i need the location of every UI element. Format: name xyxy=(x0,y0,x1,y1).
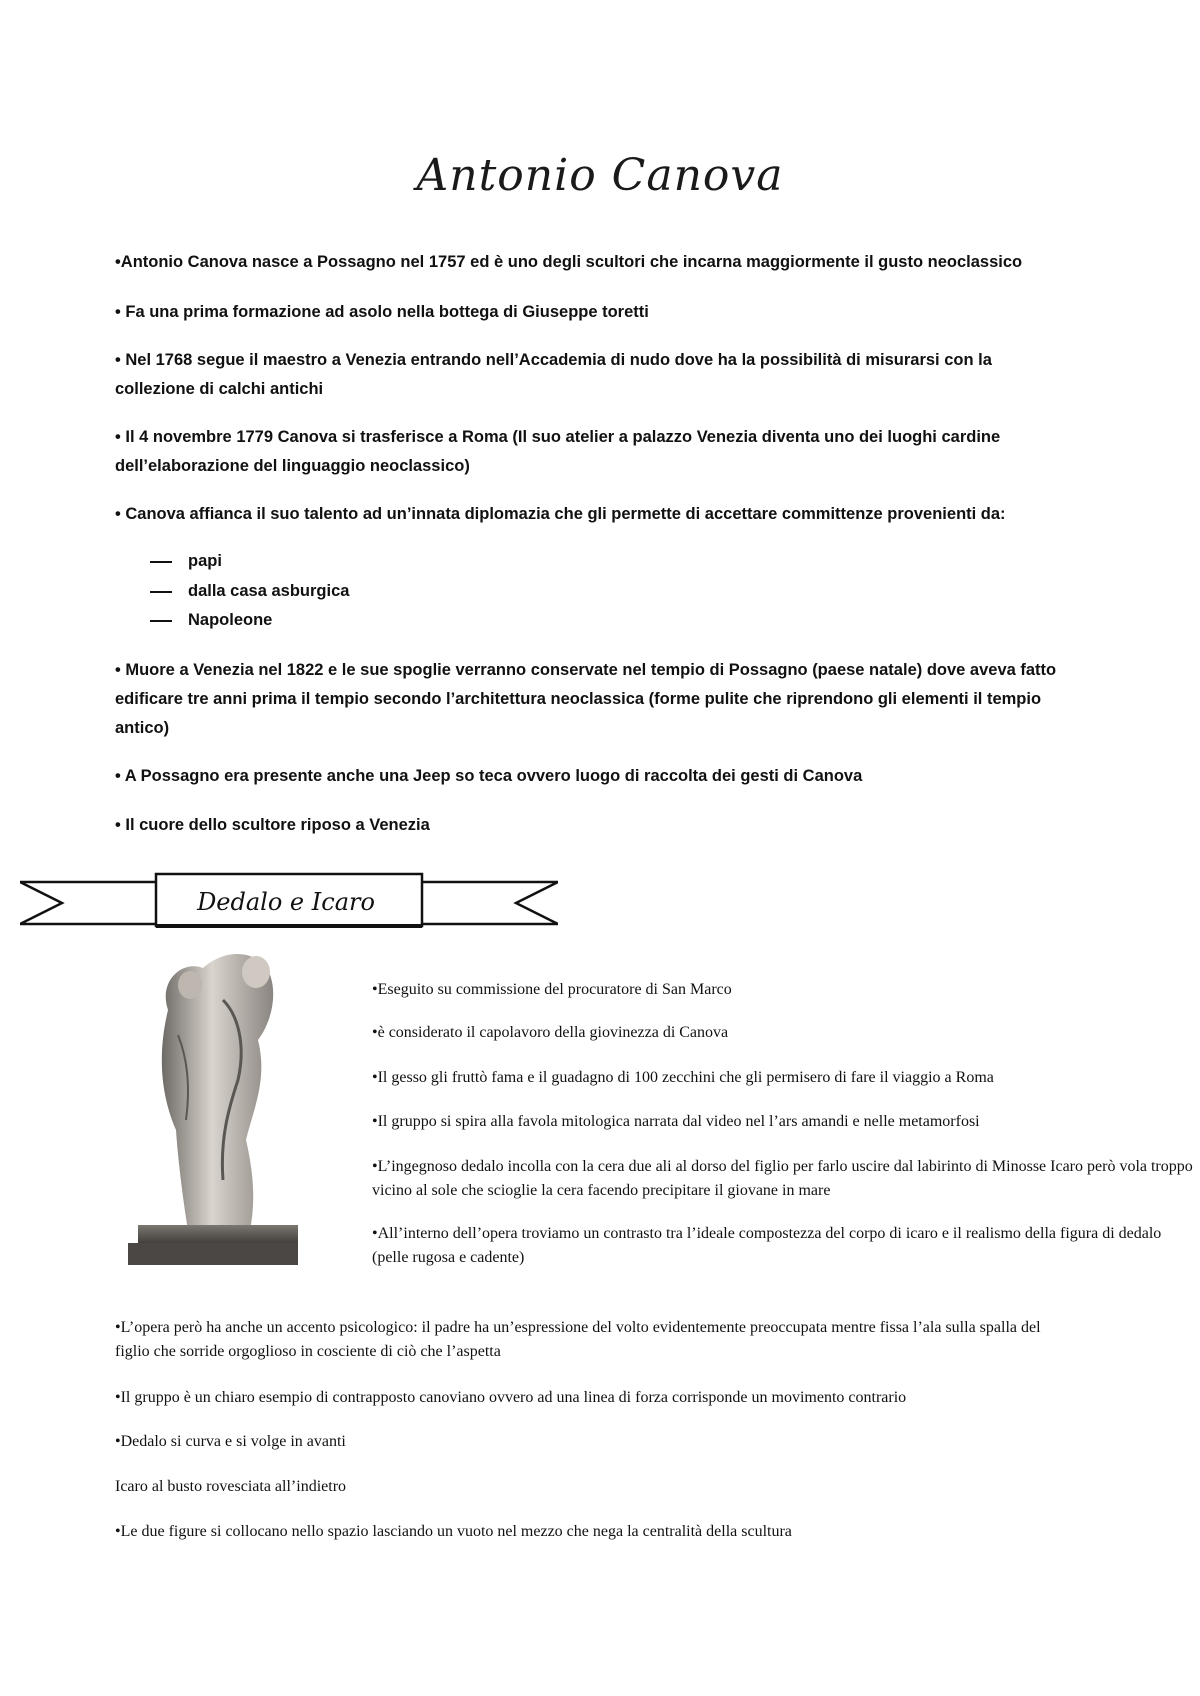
intro-point-5: • Canova affianca il suo talento ad un’innata diplomazia che gli permette di accettare committenze provenienti da: xyxy=(115,505,1006,523)
outro-point-1: • Muore a Venezia nel 1822 e le sue spoglie verranno conservate nel tempio di Possagno (paese natale) dove aveva fatto edificare tre anni prima il tempio secondo l’architettura neoclassica (forme pulite che riprendono gli elementi il tempio antico) xyxy=(115,661,1057,737)
intro-point-3: • Nel 1768 segue il maestro a Venezia entrando nell’Accademia di nudo dove ha la possibilità di misurarsi con la collezione di calchi antichi xyxy=(115,351,992,398)
analysis-point-5: •Le due figure si collocano nello spazio lasciando un vuoto nel mezzo che nega la centralità della scultura xyxy=(115,1523,792,1540)
dedalo-point-6: •All’interno dell’opera troviamo un contrasto tra l’ideale compostezza del corpo di icaro e il realismo della figura di dedalo (pelle rugosa e cadente) xyxy=(372,1225,1162,1266)
dedalo-point-2: •è considerato il capolavoro della giovinezza di Canova xyxy=(372,1024,729,1041)
dedalo-point-1: •Eseguito su commissione del procuratore di San Marco xyxy=(372,981,732,998)
list-item: dalla casa asburgica xyxy=(150,577,349,607)
list-item: papi xyxy=(150,547,349,577)
analysis-point-2: •Il gruppo è un chiaro esempio di contrapposto canoviano ovvero ad una linea di forza corrisponde un movimento contrario xyxy=(115,1389,907,1406)
list-item: Napoleone xyxy=(150,606,349,636)
analysis-point-4: Icaro al busto rovesciata all’indietro xyxy=(115,1478,347,1495)
outro-point-2: • A Possagno era presente anche una Jeep so teca ovvero luogo di raccolta dei gesti di Canova xyxy=(115,767,863,785)
statue-image xyxy=(128,940,298,1265)
analysis-point-3: •Dedalo si curva e si volge in avanti xyxy=(115,1433,346,1450)
page-title: Antonio Canova xyxy=(416,150,784,201)
dedalo-point-3: •Il gesso gli fruttò fama e il guadagno di 100 zecchini che gli permisero di fare il viaggio a Roma xyxy=(372,1069,994,1086)
committenti-list xyxy=(150,547,349,636)
dedalo-point-4: •Il gruppo si spira alla favola mitologica narrata dal video nel l’ars amandi e nelle metamorfosi xyxy=(372,1113,980,1130)
outro-point-3: • Il cuore dello scultore riposo a Venezia xyxy=(115,816,430,834)
analysis-point-1: •L’opera però ha anche un accento psicologico: il padre ha un’espressione del volto evidentemente preoccupata mentre fissa l’ala sulla spalla del figlio che sorride orgoglioso in cosciente di ciò che l’aspetta xyxy=(115,1319,1041,1360)
dedalo-point-5: •L’ingegnoso dedalo incolla con la cera due ali al dorso del figlio per farlo uscire dal labirinto di Minosse Icaro però vola troppo vicino al sole che scioglie la cera facendo precipitare il giovane in mare xyxy=(372,1158,1193,1199)
intro-point-4: • Il 4 novembre 1779 Canova si trasferisce a Roma (Il suo atelier a palazzo Venezia diventa uno dei luoghi cardine dell’elaborazione del linguaggio neoclassico) xyxy=(115,428,1001,475)
intro-point-2: • Fa una prima formazione ad asolo nella bottega di Giuseppe toretti xyxy=(115,303,649,321)
section-banner-label: Dedalo e Icaro xyxy=(197,888,375,916)
intro-point-1: •Antonio Canova nasce a Possagno nel 1757 ed è uno degli scultori che incarna maggiormente il gusto neoclassico xyxy=(115,253,1023,271)
